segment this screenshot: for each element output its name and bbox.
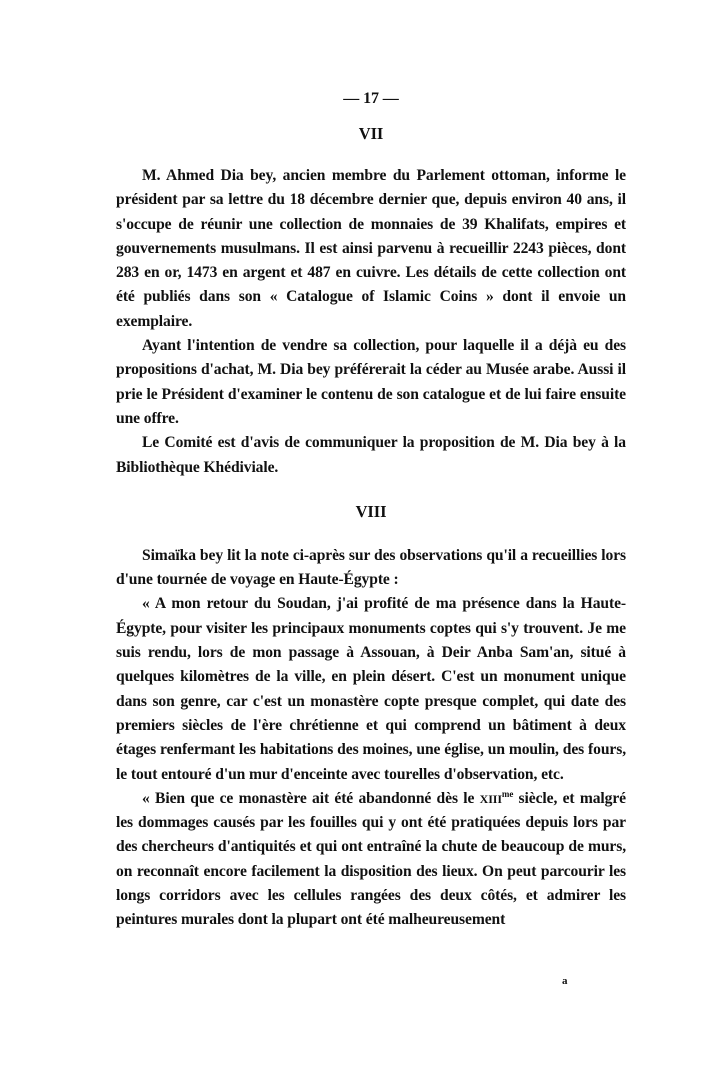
century-numeral: XIII (479, 791, 502, 806)
paragraph-simaika-intro: Simaïka bey lit la note ci-après sur des observations qu'il a recueillies lors d'une tournée de voyage en Haute-Égypte : (116, 546, 626, 589)
monastery-text-end: siècle, et malgré les dommages causés par les fouilles qui y ont été pratiquées depuis lors par des chercheurs d'antiquités et qui ont entraîné la chute de beaucoup de murs, on reconnaît encore facilement la disposition des lieux. On peut parcourir les longs corridors avec les cellules rangées des deux côtés, et admirer les peintures murales dont la plupart ont été malheureusement (116, 789, 626, 929)
paragraph-sale-intention: Ayant l'intention de vendre sa collection, pour laquelle il a déjà eu des propositions d'achat, M. Dia bey préférerait la céder au Musée arabe. Aussi il prie le Président d'examiner le contenu de son catalogue et de lui faire ensuite une offre. (116, 337, 626, 427)
document-page (116, 86, 626, 933)
paragraph-deir-anba-saman: « A mon retour du Soudan, j'ai profité de ma présence dans la Haute-Égypte, pour visiter les principaux monuments coptes qui s'y trouvent. Je me suis rendu, lors de mon passage à Assouan, à Deir Anba Sam'an, situé à quelques kilomètres de la ville, en plein désert. C'est un monument unique dans son genre, car c'est un monastère copte presque complet, qui date des premiers siècles de l'ère chrétienne et qui comprend un bâtiment à deux étages renfermant les habitations des moines, une église, un moulin, des fours, le tout entouré d'un mur d'enceinte avec tourelles d'observation, etc. (116, 595, 626, 783)
section-heading-viii: VIII (355, 501, 387, 521)
century-suffix: me (501, 788, 514, 799)
printer-signature-mark: a (562, 975, 568, 987)
paragraph-monastery-description (116, 787, 626, 933)
paragraph-dia-bey-collection: M. Ahmed Dia bey, ancien membre du Parlement ottoman, informe le président par sa lettre du 18 décembre dernier que, depuis environ 40 ans, il s'occupe de réunir une collection de monnaies de 39 Khalifats, empires et gouvernements musulmans. Il est ainsi parvenu à recueillir 2243 pièces, dont 283 en or, 1473 en argent et 487 en cuivre. Les détails de cette collection ont été publiés dans son « Catalogue of Islamic Coins » dont il envoie un exemplaire. (116, 167, 626, 330)
page-number: — 17 — (343, 90, 399, 107)
monastery-text-start: « Bien que ce monastère ait été abandonné dès le (142, 789, 480, 807)
section-heading-vii: VII (358, 124, 384, 143)
paragraph-committee-decision: Le Comité est d'avis de communiquer la proposition de M. Dia bey à la Bibliothèque Khédiviale. (116, 434, 626, 476)
